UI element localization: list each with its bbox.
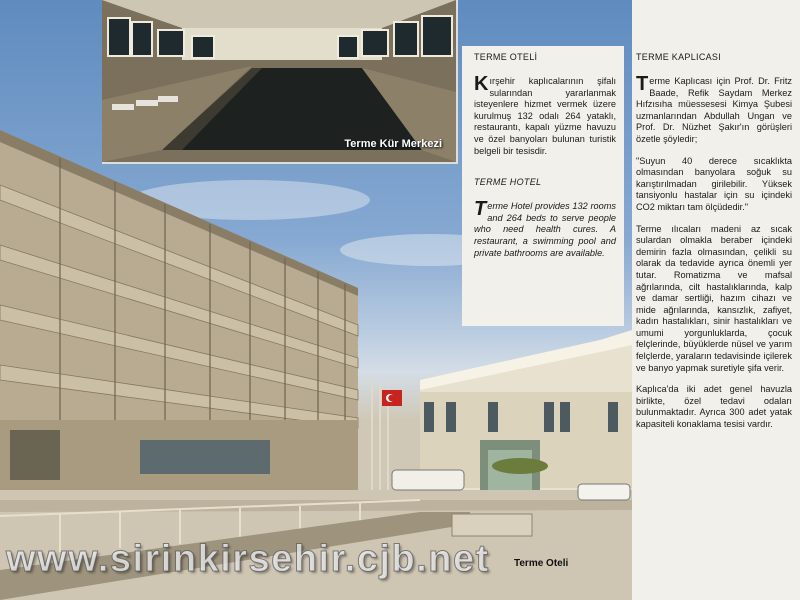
spa-paragraph-quote: "Suyun 40 derece sıcaklıkta olmasından banyolara soğuk su karıştırılmadan girilebilir. Yüksek tansiyonlu hastalar için su içindeki CO2 miktarı tam ölçüdedir." — [636, 155, 792, 212]
spa-paragraph-1: Terme Kaplıcası için Prof. Dr. Fritz Baade, Refik Saydam Merkez Hıfzısıha müessesesi Kimya Şubesi uzmanlarından Abdullah Ungan ve Prof. Dr. Nüzhet Şakır'ın görüşleri özetle şöyledir; — [636, 73, 792, 144]
pool-photo-caption: Terme Kür Merkezi — [344, 138, 442, 150]
hotel-description-column — [462, 46, 624, 326]
hotel-heading-tr: TERME OTELİ — [474, 52, 538, 62]
hotel-paragraph-tr: Kırşehir kaplıcalarının şifalı sularından yararlanmak isteyenlere hizmet vermek üzere kurulmuş 132 odalı 264 yataklı, restaurantı, kapalı yüzme havuzu ve özel banyoları bulunan turistik belgeli bir tesisdir. — [474, 73, 616, 156]
hotel-paragraph-en: Terme Hotel provides 132 rooms and 264 beds to serve people who need health cures. A restaurant, a swimming pool and private bathrooms are available. — [474, 198, 616, 258]
hotel-photo-caption: Terme Oteli — [514, 558, 569, 569]
spa-paragraph-3: Terme ılıcaları madeni az sıcak sulardan olmakla beraber içindeki demirin fazla olmasından, çelikli su olarak da tedavide ayrıca önemli yer tutar. Romatizma ve mafsal ağrılarında, cilt hastalıklarında, kalp ve damar sertliği, hazım cihazı ve mide ağrılarında, kansızlık, zafiyet, kadın hastalıkları, sinir hastalıkları ve umumi yorgunluklarda, çocuk felçlerinde, büyüklerde nüsel ve yarım felçlerde, yaraların tedavisinde içilerek ve banyo yapmak suretiyle şifa verir. — [636, 223, 792, 373]
hotel-heading-en: TERME HOTEL — [474, 177, 542, 188]
pool-photo — [102, 0, 458, 164]
spa-heading: TERME KAPLICASI — [636, 52, 722, 62]
spa-description-column — [632, 46, 800, 600]
watermark-url: www.sirinkirsehir.cjb.net — [6, 538, 490, 580]
spa-paragraph-4: Kaplıca'da iki adet genel havuzla birlikte, özel tedavi odaları bulunmaktadır. Ayrıca 300 adet yatak kapasiteli konaklama tesisi vardır. — [636, 384, 792, 430]
